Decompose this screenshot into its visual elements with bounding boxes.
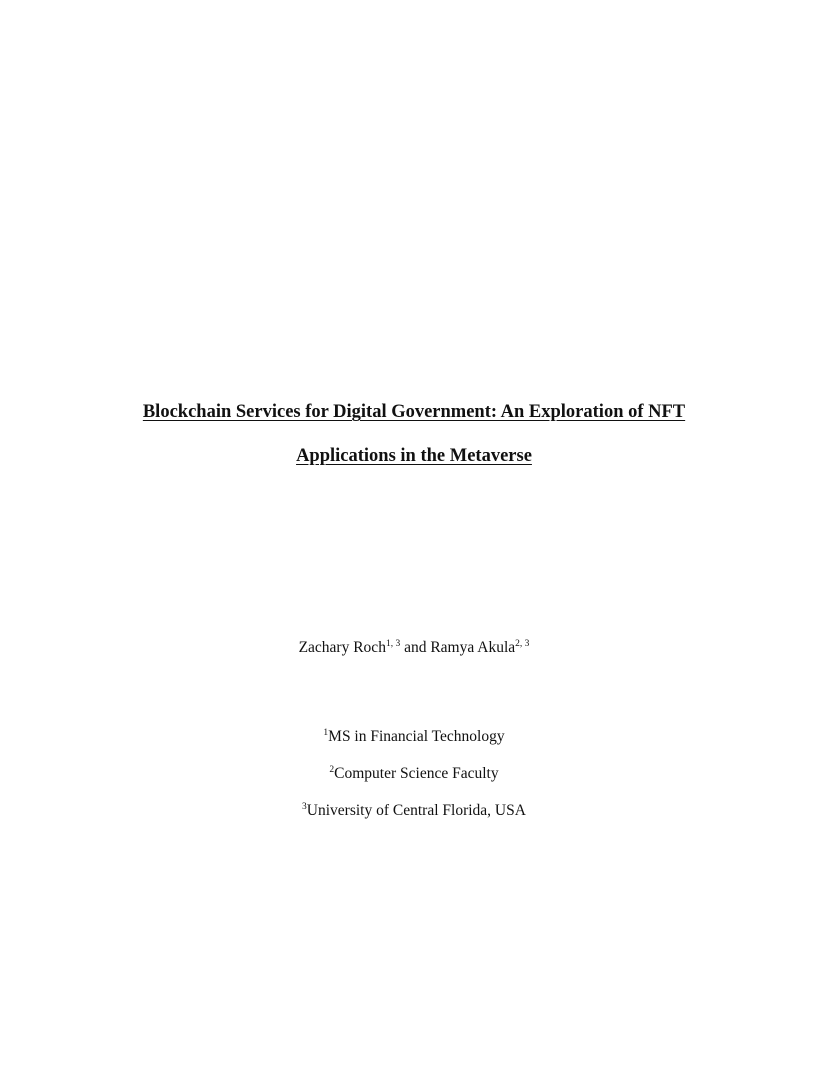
affiliation-marker: 3 [302,802,307,812]
author-connector: and [404,639,427,656]
author-affiliation-marker: 2, 3 [515,639,530,649]
author-line [0,638,828,658]
affiliation-text: University of Central Florida, USA [306,802,526,819]
affiliation-3 [0,801,828,821]
affiliation-text: MS in Financial Technology [328,728,505,745]
paper-title-line-2: Applications in the Metaverse [296,446,532,466]
author-affiliation-marker: 1, 3 [385,639,401,649]
affiliation-1 [0,727,828,747]
affiliation-2 [0,764,828,784]
affiliation-marker: 2 [329,765,335,775]
author-name: Zachary Roch [298,639,386,656]
affiliation-text: Computer Science Faculty [334,765,499,782]
affiliation-marker: 1 [323,728,329,738]
paper-title-line-1: Blockchain Services for Digital Government: An Exploration of NFT [142,402,686,422]
author-name: Ramya Akula [430,639,516,656]
